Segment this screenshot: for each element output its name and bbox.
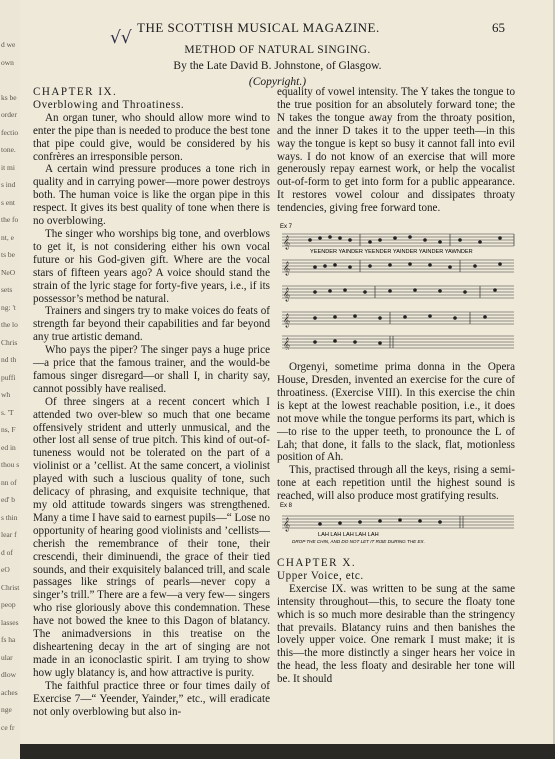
chapter-subheading: Upper Voice, etc. (277, 569, 364, 582)
previous-page-margin (0, 0, 20, 759)
paragraph: This, practised through all the keys, rising a semi-tone at each repetition until the highest sound is reached, will also produce most gratifying results. (277, 464, 515, 503)
article-byline: By the Late David B. Johnstone, of Glasgow. (173, 60, 382, 72)
margin-fragment: ng: 't (1, 302, 16, 312)
running-title: THE SCOTTISH MUSICAL MAGAZINE. (137, 20, 380, 35)
margin-fragment: d we (1, 40, 16, 49)
margin-fragment: nge (1, 705, 12, 714)
margin-fragment: sets (1, 285, 13, 294)
margin-fragment: ular (1, 652, 13, 662)
paragraph: Exercise IX. was written to be sung at the same intensity throughout—this, to secure the floaty tone which is so much more desirable than the stringency that prevails. Blatancy ruins and then banishes the lovely upper voice. One remark I must make; it is this—the more distinctly a singer hears her voice in the head, the less floaty and desirable her tone will be. It should (277, 582, 515, 686)
paragraph: Who pays the piper? The singer pays a huge price—a price that the famous trainer, and the would-be famous singer disregard—or shall I, in charity say, cannot possibly have realised. (33, 344, 270, 395)
margin-fragment: ns, F (1, 425, 16, 434)
page-number: 65 (492, 20, 505, 35)
svg-text:𝄞: 𝄞 (283, 313, 291, 327)
chapter-subheading: Overblowing and Throatiness. (33, 98, 185, 111)
exercise-syllables: YEENDER YAINDER YEENDER YAINDER YAINDER YAWNDER (310, 249, 473, 255)
exercise-label: Ex 7 (280, 224, 293, 230)
margin-fragment: fectio (1, 127, 19, 137)
svg-text:𝄞: 𝄞 (283, 337, 291, 350)
paragraph: The singer who worships big tone, and overblows to get it, is not considering either his own vocal future or his God-given gift. Where are the vocal stars of fifteen years ago? A voice should stand the strain of the lyric stage for forty-five years, i.e., if its possessor’s method be natural. (33, 227, 270, 305)
scan-bottom-edge (20, 744, 555, 759)
margin-fragment: it mi (1, 162, 15, 172)
svg-text:𝄞: 𝄞 (283, 287, 291, 301)
exercise-syllables: LAH LAH LAH LAH LAH (318, 532, 379, 538)
margin-fragment: Chris (1, 337, 18, 347)
margin-fragment: the lo (1, 320, 18, 329)
margin-fragment: own (1, 57, 14, 67)
margin-fragment: tone. (1, 145, 16, 154)
paragraph: Orgenyi, sometime prima donna in the Opera House, Dresden, invented an exercise for the cure of throatiness. (Exercise VIII). In this exercise the chin is kept at the lowest reachable position, i.e., it does not move while the tongue performs its part, which is—to rise to the upper teeth, to pronounce the L of Lah; that done, it falls to the slack, flat, motionless position of Ah. (277, 361, 515, 464)
margin-fragment: ce fr (1, 722, 15, 732)
svg-text:𝄞: 𝄞 (283, 235, 291, 249)
exercise-8-music (280, 500, 516, 546)
exercise-label: Ex 8 (280, 503, 293, 509)
margin-fragment: dlow (1, 670, 16, 679)
paragraph: The faithful practice three or four times daily of Exercise 7—“ Yeender, Yainder,” etc., will eradicate not only overblowing but also in- (33, 679, 270, 718)
margin-fragment: s ent (1, 197, 15, 207)
margin-fragment: lear f (1, 530, 17, 539)
paragraph: Of three singers at a recent concert which I attended two over-blew so much that one became offensively strident and utterly unmusical, and the other lost all sense of true pitch. This kind of out-of-tuneness would not be tolerated on the part of a violinist or a ’cellist. At the same concert, a violinist played with such a luscious quality of tone, such delicacy of phrasing, and exquisite technique, that my old attitude towards singers was strengthened. Many a time I have said to earnest pupils—“ Lose no opportunity of hearing good violinists and ’cellists—cherish the remembrance of their tone, their crescendi, their diminuendi, the grace of their tied sounds, and their exquisitely balanced trill, and scale passages like strings of pearls—never copy a singer’s trill.” There are a few—a very few— singers who rise gloriously above this condemnation. These have not bowed the knee to this Dagon of blatancy. The animadversions in this treatise on the disheartening decay in the art of singing are not made in an iconoclastic spirit. I am trying to show how ugly blatancy is, and how attractive is purity. (33, 395, 270, 679)
margin-fragment: NeO (1, 267, 16, 277)
margin-fragment: order (1, 110, 17, 119)
staff-lines (282, 516, 514, 528)
chapter-heading: CHAPTER IX. (33, 86, 118, 98)
margin-fragment: wh (1, 390, 11, 399)
margin-fragment: aches (1, 687, 18, 697)
article-title: METHOD OF NATURAL SINGING. (184, 44, 371, 56)
margin-fragment: the fo (1, 215, 19, 224)
margin-fragment: s. 'T (1, 407, 14, 417)
left-column (33, 86, 270, 718)
margin-fragment: s thin (1, 512, 18, 522)
clefs (283, 235, 290, 350)
margin-fragment: ed' b (1, 495, 16, 504)
margin-fragment: ed in (1, 442, 16, 452)
margin-fragment: peop (1, 600, 16, 609)
pencil-check-marks: √√ (110, 28, 132, 48)
right-column (277, 86, 515, 686)
margin-fragment: puffi (1, 372, 16, 382)
margin-fragment: lasses (1, 617, 19, 627)
margin-fragment: thou s (1, 460, 20, 469)
paragraph: Trainers and singers try to make voices do feats of strength far beyond their capabilities and far beyond any true artistic demand. (33, 305, 270, 344)
paragraph: equality of vowel intensity. The Y takes the tongue to the true position for an absolutely forward tone; the N takes the tongue away from the throaty position, and the inner D takes it to the upper teeth—in this way the tongue is kept so busy it cannot fall into evil ways. I do not know of an exercise that will more generously repay earnest work, or help the vocalist out-of-form to get into form for a public appearance. It restores vowel colour and dissipates throaty tendencies, giving free forward tone. (277, 86, 515, 215)
margin-fragment: ks be (1, 92, 17, 102)
exercise-instruction: DROP THE CHIN, AND DO NOT LET IT RISE DURING THE EX. (292, 539, 425, 544)
paragraph: A certain wind pressure produces a tone rich in quality and in carrying power—more power destroys both. The human voice is like the organ pipe in this respect. It gives its best quality of tone when there is no overblowing. (33, 163, 270, 228)
exercise-7-music (280, 220, 516, 350)
margin-fragment: nt, e (1, 232, 14, 242)
clef: 𝄞 (283, 517, 291, 531)
margin-fragment: eO (1, 565, 10, 574)
margin-fragment: d of (1, 547, 13, 557)
margin-fragment: ts be (1, 250, 15, 259)
margin-fragment: nd th (1, 355, 17, 364)
margin-fragment: s ind (1, 180, 16, 189)
copyright-note: (Copyright.) (248, 76, 307, 88)
margin-fragment: fs ha (1, 635, 16, 644)
chapter-heading: CHAPTER X. (277, 557, 357, 570)
margin-fragment: nn of (1, 477, 17, 487)
margin-fragment: Christ (1, 582, 20, 592)
svg-text:𝄞: 𝄞 (283, 261, 291, 275)
paragraph: An organ tuner, who should allow more wind to enter the pipe than is needed to produce the best tone that pipe could give, would be considered by his confrères an irresponsible person. (33, 111, 270, 163)
